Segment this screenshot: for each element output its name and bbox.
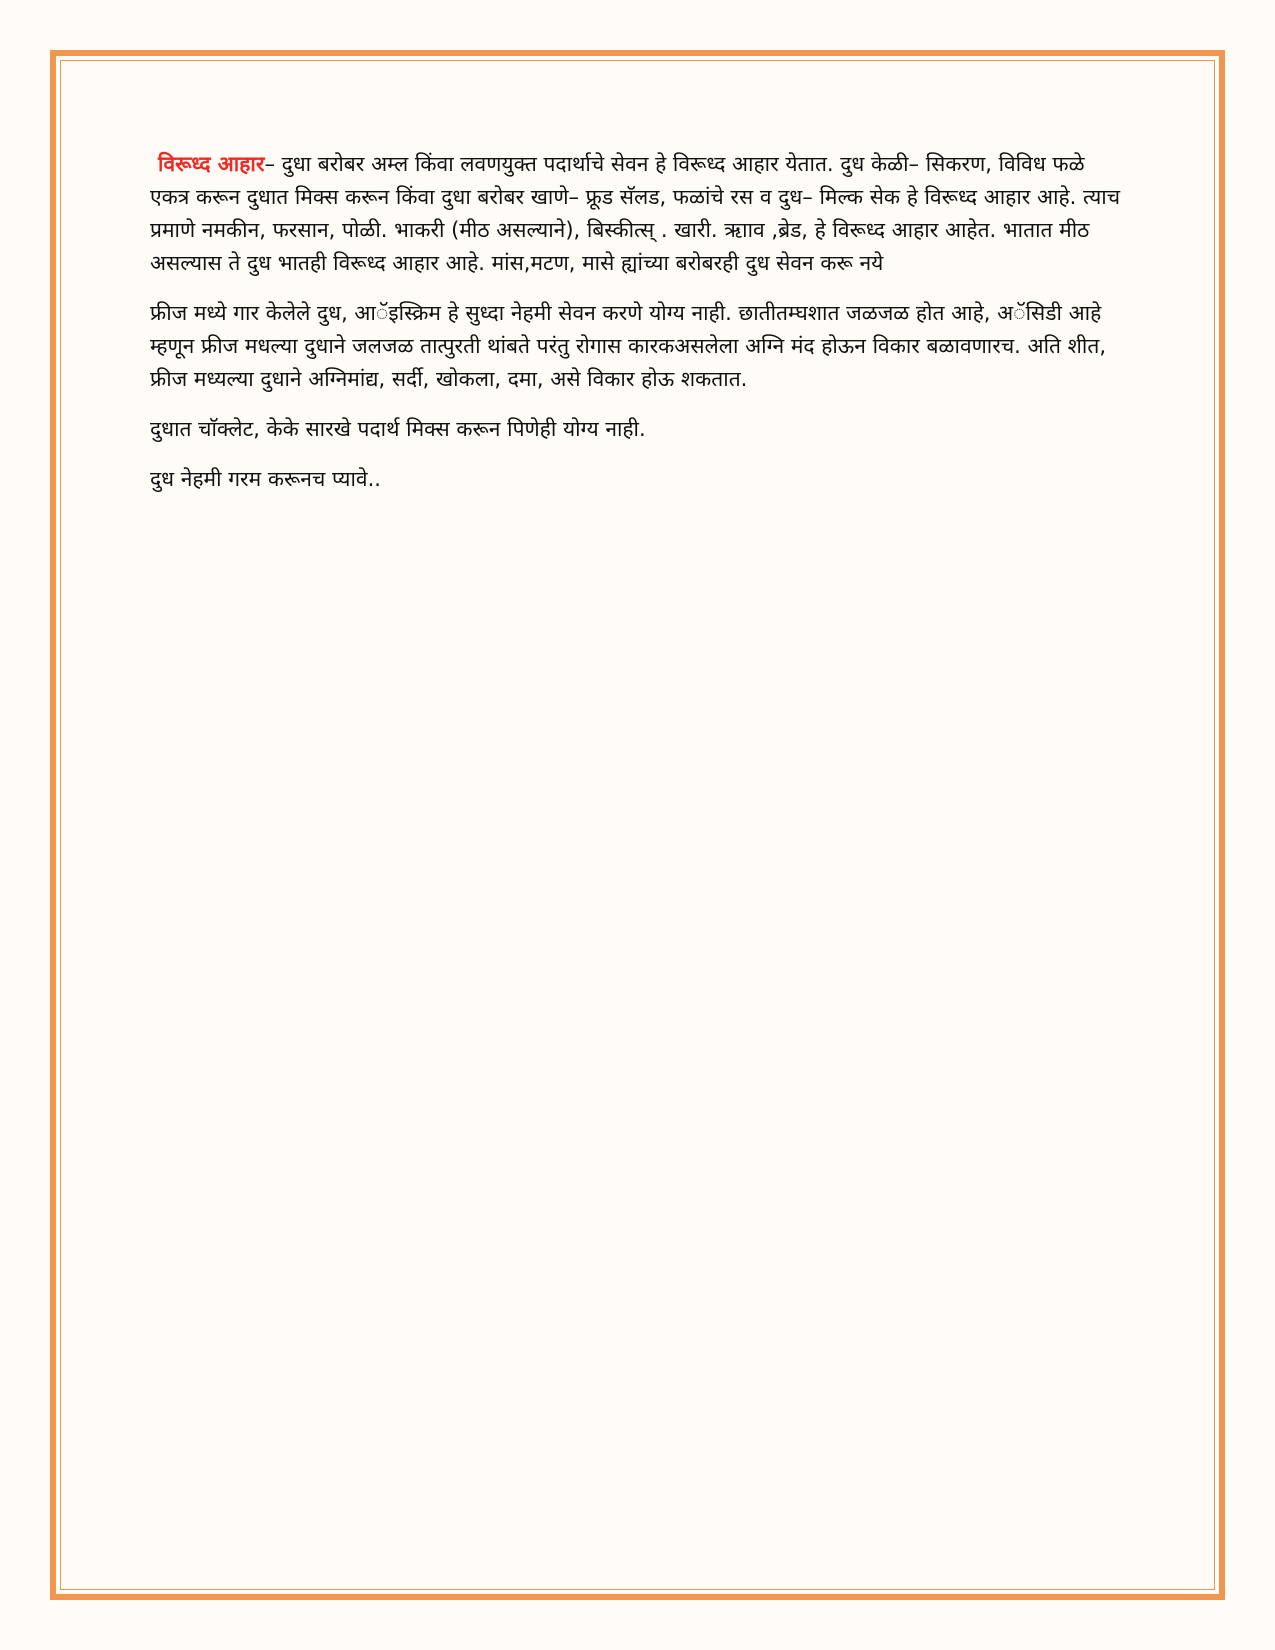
- paragraph-warm-milk: दुध नेहमी गरम करूनच प्यावे..: [150, 467, 381, 491]
- section-heading: विरूध्द आहार: [158, 152, 265, 176]
- paragraph-viruddh-aahar: [150, 148, 1125, 280]
- paragraph-chocolate: दुधात चाॅक्लेट, केके सारखे पदार्थ मिक्स करून पिणेही योग्य नाही.: [150, 417, 646, 441]
- paragraph-fridge-milk: फ्रीज मध्ये गार केलेले दुध, आॅइस्क्रिम हे सुध्दा नेहमी सेवन करणे योग्य नाही. छातीतम्घशात जळजळ होत आहे, अॅसिडी आहे म्हणून फ्रीज मधल्या दुधाने जलजळ तात्पुरती थांबते परंतु रोगास कारकअसलेला अग्नि मंद होऊन विकार बळावणारच. अति शीत, फ्रीज मध्यल्या दुधाने अग्निमांद्य, सर्दी, खोकला, दमा, असे विकार होऊ शकतात.: [150, 301, 1107, 391]
- paragraph-text: – दुधा बरोबर अम्ल किंवा लवणयुक्त पदार्थाचे सेवन हे विरूध्द आहार येतात. दुध केळी– सिकरण, विविध फळे एकत्र करून दुधात मिक्स करून किंवा दुधा बरोबर खाणे– फ्रूड सॅलड, फळांचे रस व दुध– मिल्क सेक हे विरूध्द आहार आहे. त्याच प्रमाणे नमकीन, फरसान, पोळी. भाकरी (मीठ असल्याने), बिस्कीत्स् . खारी. ऋााव ,ब्रेड, हे विरूध्द आहार आहेत. भातात मीठ असल्यास ते दुध भातही विरूध्द आहार आहे. मांस,मटण, मासे ह्यांच्या बरोबरही दुध सेवन करू नये: [150, 152, 1121, 275]
- document-body: [150, 148, 1125, 513]
